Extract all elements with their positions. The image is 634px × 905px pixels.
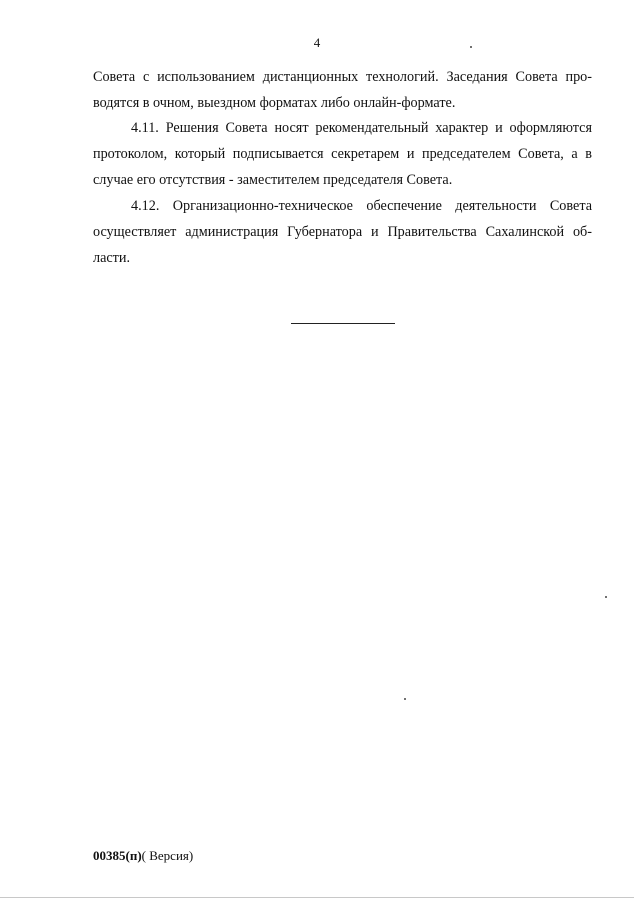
document-version-label: ( Версия) — [141, 848, 194, 863]
paragraph-line: осуществляет администрация Губернатора и Правительства Сахалинской об- — [93, 224, 592, 240]
paragraph-line: ласти. — [93, 250, 131, 266]
document-code — [93, 848, 193, 864]
paragraph-continuation — [93, 64, 592, 116]
scan-edge-line — [0, 897, 634, 898]
paragraph-4-11 — [93, 115, 592, 193]
scan-speck — [605, 596, 607, 598]
paragraph-line: водятся в очном, выездном форматах либо онлайн-формате. — [93, 95, 456, 111]
paragraph-line: случае его отсутствия - заместителем председателя Совета. — [93, 172, 453, 188]
paragraph-line: Совета с использованием дистанционных технологий. Заседания Совета про- — [93, 69, 592, 85]
end-separator-line — [291, 323, 395, 324]
document-code-number: 00385(п) — [93, 848, 142, 863]
paragraph-line: 4.12. Организационно-техническое обеспечение деятельности Совета — [131, 198, 592, 214]
scan-speck — [404, 698, 406, 700]
page-number: 4 — [313, 35, 321, 50]
paragraph-line: протоколом, который подписывается секретарем и председателем Совета, а в — [93, 146, 592, 162]
scan-speck — [470, 46, 472, 48]
paragraph-4-12 — [93, 193, 592, 271]
paragraph-line: 4.11. Решения Совета носят рекомендательный характер и оформляются — [131, 120, 592, 136]
